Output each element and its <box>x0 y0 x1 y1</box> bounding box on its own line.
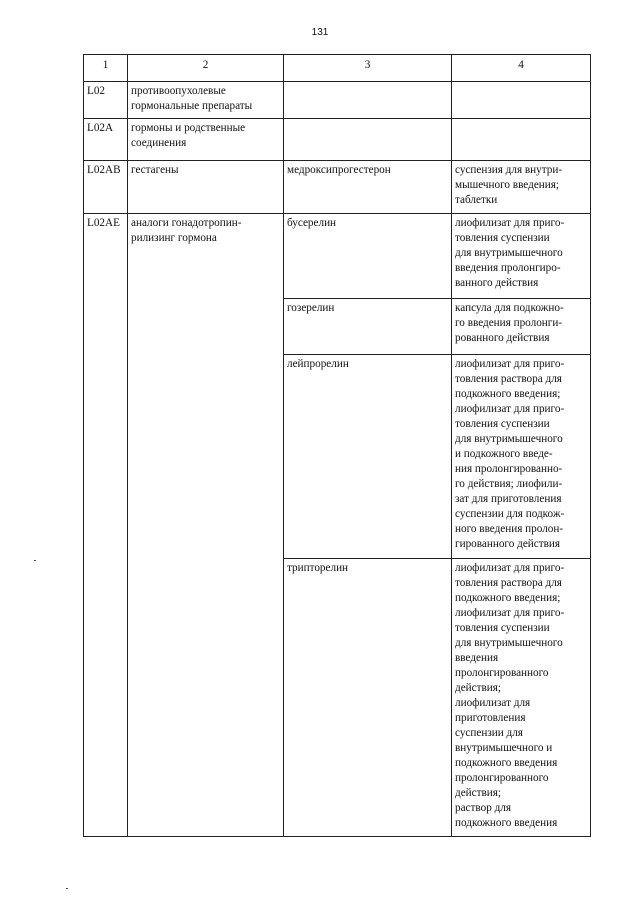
drug-cell: бусерелин <box>284 214 452 299</box>
table-row <box>84 82 591 119</box>
page-number: 131 <box>311 27 329 38</box>
scan-artifact <box>34 560 36 561</box>
atc-code-cell: L02A <box>84 119 128 161</box>
header-col-1: 1 <box>84 55 128 82</box>
drug-cell: трипторелин <box>284 559 452 837</box>
table-row <box>84 161 591 214</box>
atc-code-cell: L02AB <box>84 161 128 214</box>
header-col-3: 3 <box>284 55 452 82</box>
drug-cell <box>284 119 452 161</box>
form-cell <box>452 119 591 161</box>
form-cell: лиофилизат для приго- товления раствора для подкожного введения; лиофилизат для приго- товления суспензии для внутримышечного введения пролонгированного действия; лиофилизат для приготовления суспензии для внутримышечного и подкожного введения пролонгированного действия; раствор для подкожного введения <box>452 559 591 837</box>
drug-cell: гозерелин <box>284 299 452 355</box>
table-header-row <box>84 55 591 82</box>
form-cell: капсула для подкожно- го введения пролонги- рованного действия <box>452 299 591 355</box>
drug-cell: медроксипрогестерон <box>284 161 452 214</box>
table-row <box>84 119 591 161</box>
scan-artifact <box>66 888 68 889</box>
form-cell: лиофилизат для приго- товления раствора для подкожного введения; лиофилизат для приго- товления суспензии для внутримышечного и подкожного введе- ния пролонгированно- го действия; лиофили- зат для приготовления суспензии для подкож- ного введения пролон- гированного действия <box>452 355 591 559</box>
group-cell: гормоны и родственные соединения <box>128 119 284 161</box>
drug-cell <box>284 82 452 119</box>
form-cell <box>452 82 591 119</box>
header-col-4: 4 <box>452 55 591 82</box>
atc-drug-table <box>83 54 591 837</box>
group-cell: противоопухолевые гормональные препараты <box>128 82 284 119</box>
group-cell: гестагены <box>128 161 284 214</box>
form-cell: суспензия для внутри- мышечного введения; таблетки <box>452 161 591 214</box>
table-row <box>84 214 591 299</box>
group-cell: аналоги гонадотропин- рилизинг гормона <box>128 214 284 837</box>
form-cell: лиофилизат для приго- товления суспензии для внутримышечного введения пролонгиро- ванного действия <box>452 214 591 299</box>
atc-code-cell: L02AE <box>84 214 128 837</box>
atc-code-cell: L02 <box>84 82 128 119</box>
header-col-2: 2 <box>128 55 284 82</box>
drug-cell: лейпрорелин <box>284 355 452 559</box>
